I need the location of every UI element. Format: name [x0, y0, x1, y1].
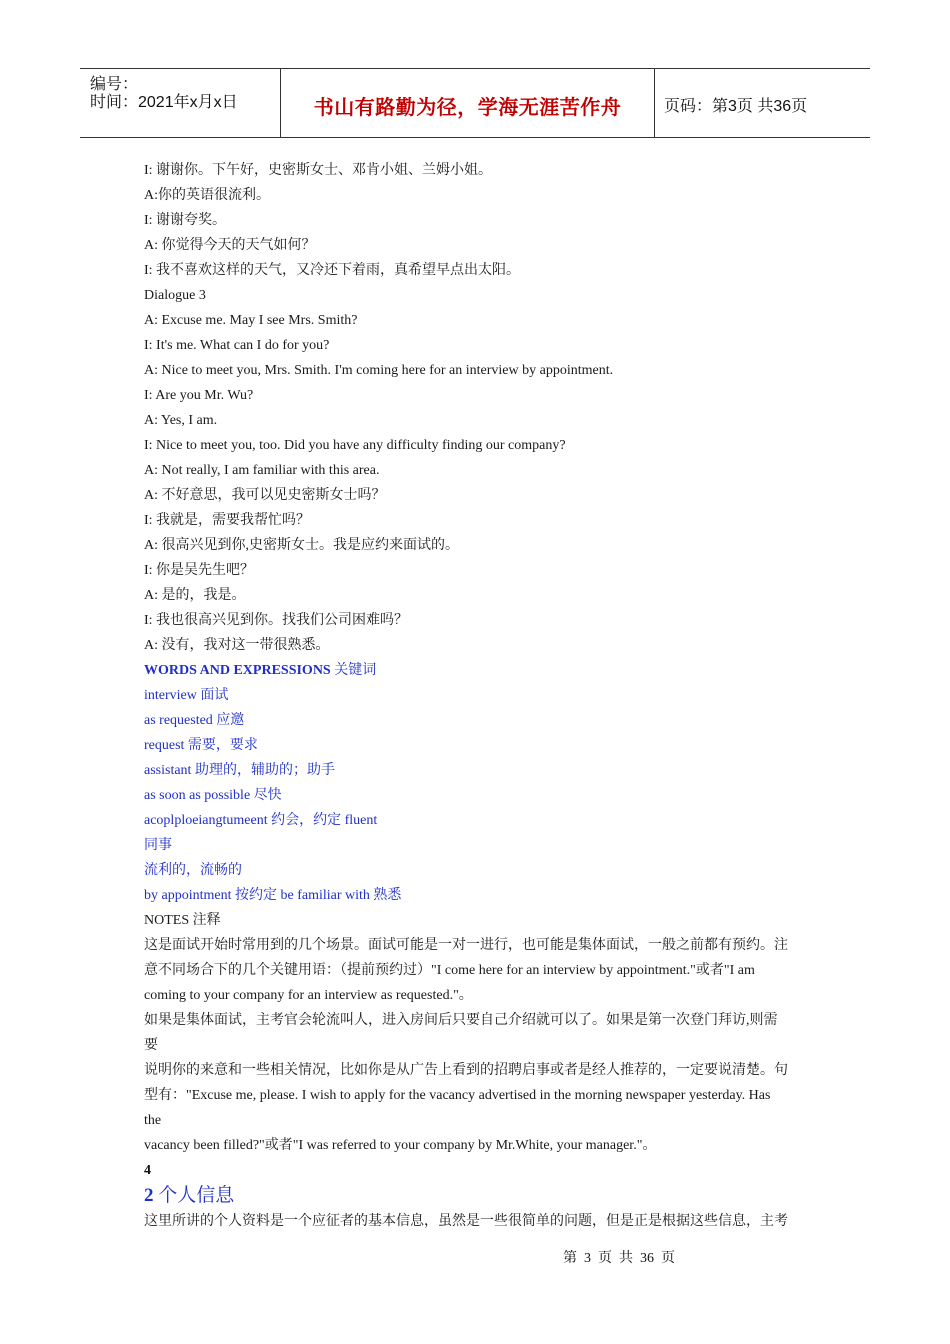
section-heading — [144, 1183, 806, 1209]
dialogue-line: I: 我也很高兴见到你。找我们公司困难吗？ — [144, 613, 409, 628]
dialogue-line: A:你的英语很流利。 — [144, 188, 270, 203]
section-title: 个人信息 — [153, 1185, 235, 1206]
notes-line: vacancy been filled?"或者"I was referred to your company by Mr.White, your manager."。 — [144, 1138, 657, 1153]
motto: 书山有路勤为径，学海无涯苦作舟 — [313, 95, 622, 119]
notes-line: 这是面试开始时常用到的几个场景。面试可能是一对一进行，也可能是集体面试，一般之前都有预约。注 — [144, 938, 788, 953]
vocab-item: request 需要，要求 — [144, 738, 258, 753]
dialogue-line: A: 很高兴见到你,史密斯女士。我是应约来面试的。 — [144, 538, 459, 553]
dialogue-line: I: 我就是，需要我帮忙吗？ — [144, 513, 311, 528]
page-footer: 第 3 页 共 36 页 — [563, 1251, 675, 1266]
dialogue-line: I: Are you Mr. Wu? — [144, 388, 254, 403]
code-label: 编号： — [90, 76, 139, 93]
words-heading — [144, 658, 806, 683]
dialogue-line: A: Yes, I am. — [144, 413, 218, 428]
dialogue-line: I: 谢谢你。下午好，史密斯女士、邓肯小姐、兰姆小姐。 — [144, 163, 493, 178]
dialogue-line: A: 是的，我是。 — [144, 588, 246, 603]
vocab-item: interview 面试 — [144, 688, 229, 703]
notes-line: 意不同场合下的几个关键用语：（提前预约过）"I come here for an interview by appointment."或者"I am — [144, 963, 755, 978]
page-label: 页码：第3页 共36页 — [664, 98, 808, 115]
vocab-item: 同事 — [144, 838, 172, 853]
dialogue-line: I: It's me. What can I do for you? — [144, 338, 330, 353]
notes-title: NOTES 注释 — [144, 913, 221, 928]
dialogue-line: I: 我不喜欢这样的天气，又冷还下着雨，真希望早点出太阳。 — [144, 263, 521, 278]
words-heading-cn: 关键词 — [330, 663, 377, 678]
words-heading-en: WORDS AND EXPRESSIONS — [144, 663, 331, 678]
dialogue-line: A: 你觉得今天的天气如何？ — [144, 238, 316, 253]
date-label: 时间：2021年x月x日 — [90, 94, 238, 111]
dialogue-line: A: 不好意思，我可以见史密斯女士吗？ — [144, 488, 386, 503]
vocab-item: 流利的，流畅的 — [144, 863, 242, 878]
vocab-item: as soon as possible 尽快 — [144, 788, 282, 803]
notes-line: 要 — [144, 1038, 158, 1053]
dialogue-line: I: 谢谢夸奖。 — [144, 213, 227, 228]
vocab-item: as requested 应邀 — [144, 713, 245, 728]
notes-line: 型有："Excuse me, please. I wish to apply for the vacancy advertised in the morning newspaper yesterday. Has — [144, 1088, 771, 1103]
intro-line: 这里所讲的个人资料是一个应征者的基本信息，虽然是一些很简单的问题，但是正是根据这些信息，主考 — [144, 1214, 788, 1229]
dialogue-line: I: 你是吴先生吧？ — [144, 563, 255, 578]
vocab-item: acoplploeiangtumeent 约会，约定 fluent — [144, 813, 378, 828]
notes-line: coming to your company for an interview as requested."。 — [144, 988, 473, 1003]
dialogue-line: A: Not really, I am familiar with this area. — [144, 463, 380, 478]
notes-line: 说明你的来意和一些相关情况，比如你是从广告上看到的招聘启事或者是经人推荐的，一定要说清楚。句 — [144, 1063, 788, 1078]
section-number: 2 — [144, 1185, 154, 1206]
vocab-item: by appointment 按约定 be familiar with 熟悉 — [144, 888, 402, 903]
header-meta-cell — [80, 69, 280, 137]
notes-line: the — [144, 1113, 162, 1128]
page-header — [80, 68, 870, 138]
header-motto-cell — [280, 69, 655, 137]
notes-line: 如果是集体面试，主考官会轮流叫人，进入房间后只要自己介绍就可以了。如果是第一次登门拜访,则需 — [144, 1013, 778, 1028]
dialogue-line: A: Nice to meet you, Mrs. Smith. I'm coming here for an interview by appointment. — [144, 363, 614, 378]
vocab-item: assistant 助理的，辅助的；助手 — [144, 763, 335, 778]
dialogue-line: A: 没有，我对这一带很熟悉。 — [144, 638, 330, 653]
dialogue-line: I: Nice to meet you, too. Did you have any difficulty finding our company? — [144, 438, 566, 453]
page-marker: 4 — [144, 1163, 151, 1178]
document-body — [144, 158, 806, 1234]
header-page-cell — [654, 69, 870, 137]
dialogue-heading: Dialogue 3 — [144, 288, 206, 303]
dialogue-line: A: Excuse me. May I see Mrs. Smith? — [144, 313, 358, 328]
